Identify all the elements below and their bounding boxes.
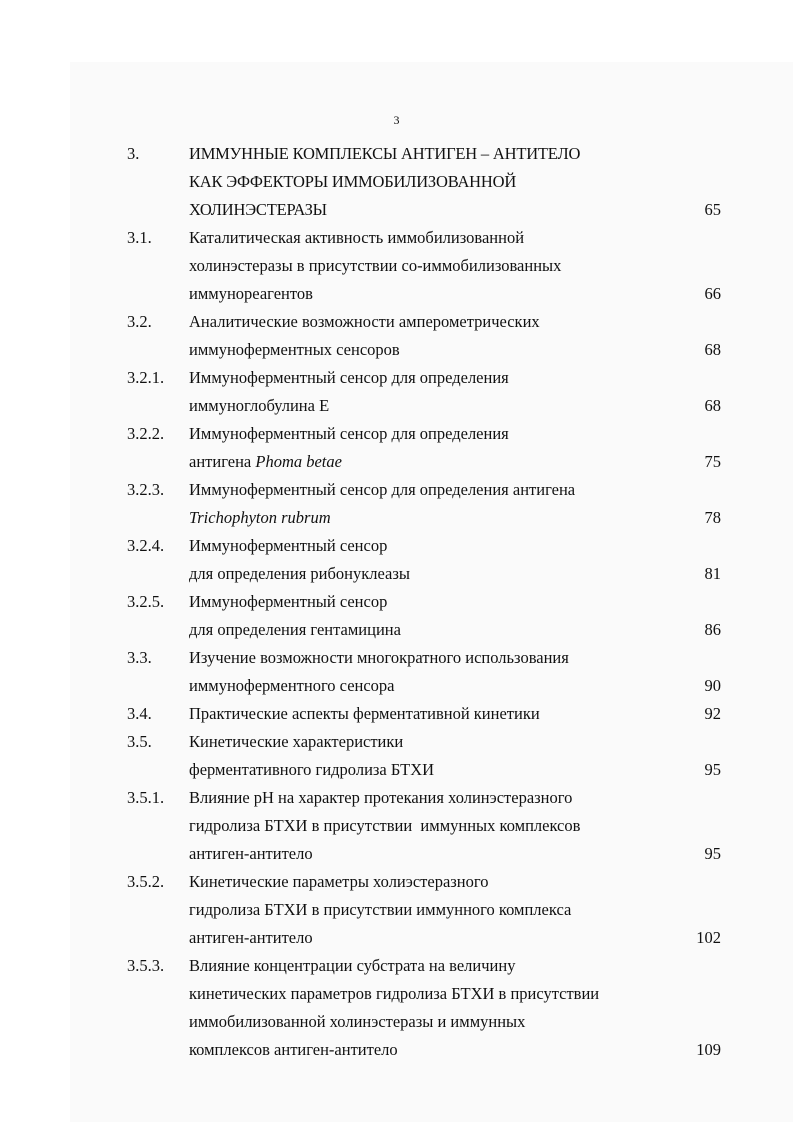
toc-entry-title-line: иммуноферментных сенсоров: [189, 340, 400, 359]
toc-entry-title-text: антигена: [189, 452, 252, 471]
toc-entry-title-line: для определения рибонуклеазы: [189, 564, 410, 583]
toc-entry-title-line: антиген-антитело: [189, 844, 313, 863]
table-of-contents: [0, 140, 793, 1064]
toc-entry-number: 3.3.: [127, 648, 152, 667]
toc-entry-title-line: гидролиза БТХИ в присутствии иммунных комплексов: [189, 816, 581, 835]
toc-entry-title-line: КАК ЭФФЕКТОРЫ ИММОБИЛИЗОВАННОЙ: [189, 172, 517, 191]
toc-entry-title-line: ХОЛИНЭСТЕРАЗЫ: [189, 200, 327, 219]
toc-entry-italic-species: Trichophyton rubrum: [189, 508, 331, 527]
toc-entry-page: 75: [704, 452, 721, 471]
toc-entry-number: 3.2.5.: [127, 592, 165, 611]
toc-entry-title-line: для определения гентамицина: [189, 620, 401, 639]
toc-entry-3-5-2[interactable]: [0, 868, 793, 952]
toc-entry-title-line: Иммуноферментный сенсор: [189, 592, 388, 611]
toc-entry-title-line: антиген-антитело: [189, 928, 313, 947]
toc-entry-title-line: Каталитическая активность иммобилизованной: [189, 228, 525, 247]
toc-entry-title-line: комплексов антиген-антитело: [189, 1040, 398, 1059]
toc-entry-page: 86: [704, 620, 721, 639]
toc-entry-title-line: Кинетические параметры холиэстеразного: [189, 872, 489, 891]
toc-entry-page: 66: [704, 284, 721, 303]
toc-entry-page: 90: [704, 676, 721, 695]
toc-entry-3-2[interactable]: [0, 308, 793, 364]
toc-entry-title-line: Влияние концентрации субстрата на величину: [189, 956, 516, 975]
toc-entry-number: 3.5.1.: [127, 788, 165, 807]
toc-entry-3-2-2[interactable]: [0, 420, 793, 476]
toc-entry-3[interactable]: [0, 140, 793, 224]
toc-entry-title-line: Практические аспекты ферментативной кинетики: [189, 704, 540, 723]
toc-entry-number: 3.5.2.: [127, 872, 165, 891]
toc-entry-title-line: кинетических параметров гидролиза БТХИ в присутствии: [189, 984, 600, 1003]
toc-entry-number: 3.2.2.: [127, 424, 165, 443]
toc-entry-title-line: иммобилизованной холинэстеразы и иммунных: [189, 1012, 526, 1031]
toc-entry-page: 102: [696, 928, 721, 947]
toc-entry-number: 3.2.4.: [127, 536, 165, 555]
toc-entry-page: 95: [704, 760, 721, 779]
toc-entry-italic-species: Phoma betae: [255, 452, 342, 471]
toc-entry-3-5-3[interactable]: [0, 952, 793, 1064]
toc-entry-title-line: иммуноглобулина Е: [189, 396, 330, 415]
toc-entry-number: 3.4.: [127, 704, 152, 723]
page-number: 3: [393, 113, 400, 127]
toc-entry-title-line: ферментативного гидролиза БТХИ: [189, 760, 435, 779]
toc-entry-title-line: Кинетические характеристики: [189, 732, 404, 751]
toc-entry-title-line: Иммуноферментный сенсор для определения: [189, 424, 509, 443]
toc-entry-page: 109: [696, 1040, 721, 1059]
toc-entry-page: 81: [704, 564, 721, 583]
toc-entry-title-line: гидролиза БТХИ в присутствии иммунного комплекса: [189, 900, 572, 919]
toc-entry-number: 3.: [127, 144, 140, 163]
toc-entry-title-line: Иммуноферментный сенсор для определения: [189, 368, 509, 387]
toc-entry-number: 3.1.: [127, 228, 152, 247]
toc-entry-page: 92: [704, 704, 721, 723]
toc-entry-title-line: Иммуноферментный сенсор для определения антигена: [189, 480, 576, 499]
toc-entry-title-line: Влияние рН на характер протекания холинэстеразного: [189, 788, 573, 807]
toc-entry-title-line: холинэстеразы в присутствии со-иммобилизованных: [189, 256, 562, 275]
toc-entry-title-line: Аналитические возможности амперометрических: [189, 312, 540, 331]
toc-entry-page: 68: [704, 396, 721, 415]
toc-entry-3-2-3[interactable]: [0, 476, 793, 532]
toc-entry-title-line: иммунореагентов: [189, 284, 313, 303]
toc-entry-page: 68: [704, 340, 721, 359]
toc-entry-number: 3.5.3.: [127, 956, 165, 975]
toc-entry-3-4[interactable]: [0, 700, 793, 728]
toc-entry-3-1[interactable]: [0, 224, 793, 308]
toc-entry-number: 3.5.: [127, 732, 152, 751]
toc-entry-number: 3.2.3.: [127, 480, 165, 499]
toc-entry-3-5-1[interactable]: [0, 784, 793, 868]
toc-entry-3-2-4[interactable]: [0, 532, 793, 588]
toc-entry-page: 65: [704, 200, 721, 219]
toc-entry-number: 3.2.1.: [127, 368, 165, 387]
toc-entry-3-2-1[interactable]: [0, 364, 793, 420]
toc-entry-title-line: ИММУННЫЕ КОМПЛЕКСЫ АНТИГЕН – АНТИТЕЛО: [189, 144, 581, 163]
toc-entry-title-line: [189, 448, 669, 476]
toc-entry-3-5[interactable]: [0, 728, 793, 784]
toc-entry-title-line: иммуноферментного сенсора: [189, 676, 395, 695]
toc-entry-3-3[interactable]: [0, 644, 793, 700]
toc-entry-page: 78: [704, 508, 721, 527]
toc-entry-title-line: Иммуноферментный сенсор: [189, 536, 388, 555]
toc-entry-page: 95: [704, 844, 721, 863]
toc-entry-title-line: Изучение возможности многократного использования: [189, 648, 569, 667]
toc-entry-number: 3.2.: [127, 312, 152, 331]
toc-entry-3-2-5[interactable]: [0, 588, 793, 644]
